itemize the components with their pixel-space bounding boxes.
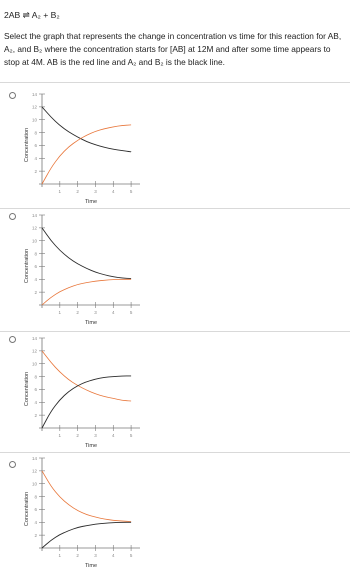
option-d-chart[interactable]	[20, 452, 150, 570]
y-tick-label: 8	[34, 494, 37, 500]
x-tick-label: 4	[112, 553, 115, 558]
y-tick-label: 14	[31, 212, 37, 218]
x-axis-title: Time	[84, 443, 98, 449]
x-axis-title: Time	[84, 199, 98, 205]
series-line	[42, 471, 131, 522]
y-tick-label: 8	[34, 374, 37, 380]
y-tick-label: 8	[34, 130, 37, 136]
series-line	[42, 228, 131, 279]
option-b-chart[interactable]	[20, 209, 150, 327]
x-tick-label: 2	[76, 553, 79, 558]
y-tick-label: 4	[34, 400, 37, 406]
y-tick-label: 6	[34, 143, 37, 149]
y-axis-title: Concentration	[24, 491, 30, 527]
y-tick-label: 10	[31, 117, 37, 123]
x-tick-label: 2	[76, 310, 79, 315]
y-tick-label: 8	[34, 251, 37, 257]
y-tick-label: 10	[31, 361, 37, 367]
series-line	[42, 376, 131, 428]
series-line	[42, 107, 131, 152]
x-tick-label: 3	[94, 433, 97, 438]
divider	[0, 82, 350, 83]
series-line	[42, 279, 131, 305]
y-tick-label: 12	[31, 225, 37, 231]
y-axis-title: Concentration	[24, 248, 30, 284]
y-axis-title: Concentration	[24, 127, 30, 163]
y-tick-label: 2	[34, 168, 37, 174]
option-c-radio[interactable]	[9, 336, 16, 343]
y-tick-label: 4	[34, 277, 37, 283]
y-tick-label: 4	[34, 156, 37, 162]
y-tick-label: 2	[34, 412, 37, 418]
y-axis-title: Concentration	[24, 371, 30, 407]
x-tick-label: 1	[58, 189, 62, 194]
y-tick-label: 6	[34, 264, 37, 270]
y-tick-label: 12	[31, 348, 37, 354]
x-tick-label: 3	[94, 189, 97, 194]
y-tick-label: 12	[31, 468, 37, 474]
option-c-chart[interactable]	[20, 332, 150, 450]
series-line	[42, 125, 131, 184]
y-tick-label: 10	[31, 481, 37, 487]
y-tick-label: 6	[34, 387, 37, 393]
option-b-radio[interactable]	[9, 213, 16, 220]
y-tick-label: 6	[34, 507, 37, 513]
x-tick-label: 3	[94, 310, 97, 315]
x-tick-label: 4	[112, 433, 115, 438]
x-axis-title: Time	[84, 563, 98, 569]
x-tick-label: 2	[76, 433, 79, 438]
x-tick-label: 5	[129, 310, 133, 315]
x-tick-label: 3	[94, 553, 97, 558]
y-tick-label: 12	[31, 104, 37, 110]
x-tick-label: 2	[76, 189, 79, 194]
y-tick-label: 2	[34, 289, 37, 295]
y-tick-label: 14	[31, 91, 37, 97]
x-tick-label: 1	[58, 553, 62, 558]
x-tick-label: 5	[129, 553, 133, 558]
x-axis-title: Time	[84, 320, 98, 326]
question-prompt: Select the graph that represents the change in concentration vs time for this reaction for AB, A₂, and B₂ where the concentration starts for [AB] at 12M and after some time appears to stop at 4M. AB is the red line and A₂ and B₂ is the black line.	[4, 31, 342, 67]
option-a-chart[interactable]	[20, 88, 150, 206]
x-tick-label: 5	[129, 433, 133, 438]
series-line	[42, 522, 131, 548]
y-tick-label: 4	[34, 520, 37, 526]
y-tick-label: 14	[31, 455, 37, 461]
option-d-radio[interactable]	[9, 461, 16, 468]
y-tick-label: 10	[31, 238, 37, 244]
x-tick-label: 5	[129, 189, 133, 194]
x-tick-label: 1	[58, 433, 62, 438]
option-a-radio[interactable]	[9, 92, 16, 99]
x-tick-label: 1	[58, 310, 62, 315]
y-tick-label: 2	[34, 532, 37, 538]
x-tick-label: 4	[112, 189, 115, 194]
x-tick-label: 4	[112, 310, 115, 315]
reaction-equation: 2AB ⇌ A₂ + B₂	[4, 10, 60, 20]
y-tick-label: 14	[31, 335, 37, 341]
